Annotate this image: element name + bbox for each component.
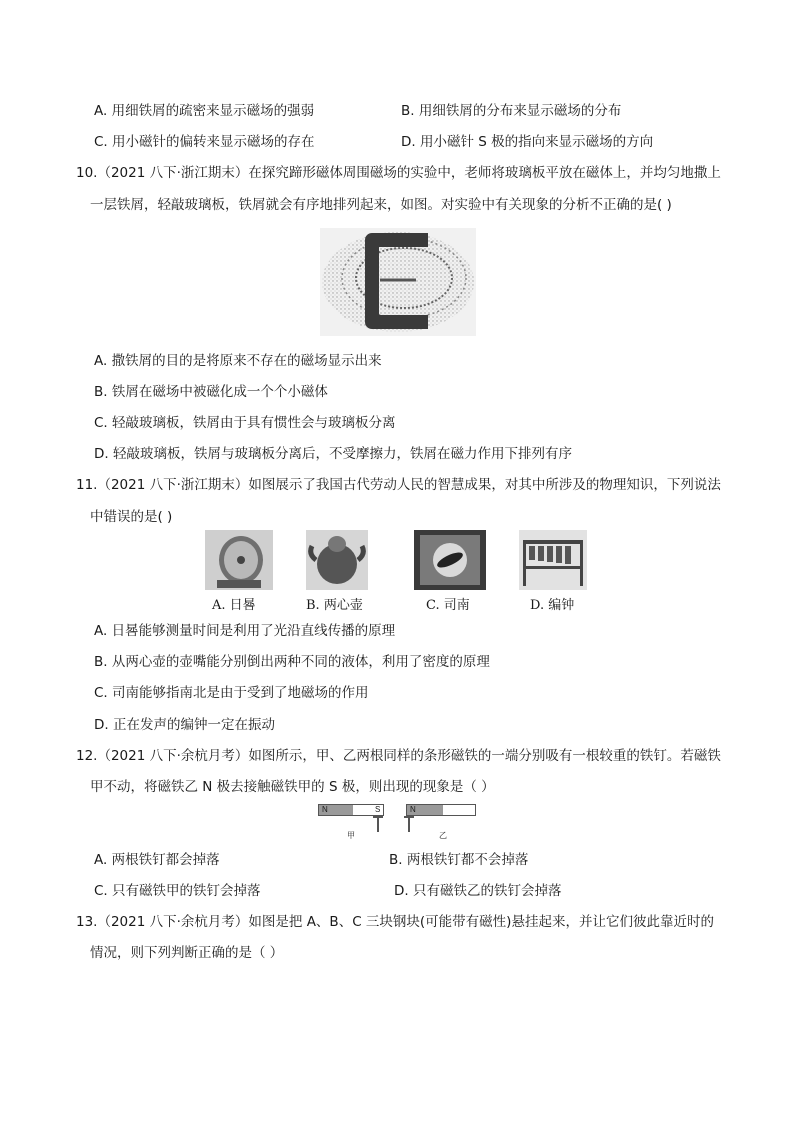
q10-option-d: D. 轻敲玻璃板，铁屑与玻璃板分离后，不受摩擦力，铁屑在磁力作用下排列有序 [94,446,572,462]
q10-option-c: C. 轻敲玻璃板，铁屑由于具有惯性会与玻璃板分离 [94,415,396,431]
nail-yi [408,816,410,832]
q12-stem-line1: 12.（2021 八下·余杭月考）如图所示，甲、乙两根同样的条形磁铁的一端分别吸有一根较重的铁钉。若磁铁 [76,748,721,764]
q11-stem-line1: 11.（2021 八下·浙江期末）如图展示了我国古代劳动人民的智慧成果，对其中所涉及的物理知识，下列说法 [76,477,721,493]
q11-option-a: A. 日晷能够测量时间是利用了光沿直线传播的原理 [94,623,396,639]
q12-option-a: A. 两根铁钉都会掉落 [94,852,220,868]
nail-yi-head [404,816,414,818]
q11-option-c: C. 司南能够指南北是由于受到了地磁场的作用 [94,685,369,701]
sundial-image [205,530,273,590]
caption-sundial: A. 日晷 [212,598,256,613]
q9-option-c: C. 用小磁针的偏转来显示磁场的存在 [94,134,315,150]
q11-option-b: B. 从两心壶的壶嘴能分别倒出两种不同的液体，利用了密度的原理 [94,654,490,670]
sinan-compass-image [414,530,486,590]
nail-jia-head [373,816,383,818]
q13-stem-line2: 情况，则下列判断正确的是（ ） [90,945,284,961]
q10-option-b: B. 铁屑在磁场中被磁化成一个个小磁体 [94,384,328,400]
caption-chime-bells: D. 编钟 [530,598,575,613]
q9-option-b: B. 用细铁屑的分布来显示磁场的分布 [401,103,622,119]
bar-magnet-yi [406,804,476,816]
q13-stem-line1: 13.（2021 八下·余杭月考）如图是把 A、B、C 三块钢块(可能带有磁性)悬挂起来，并让它们彼此靠近时的 [76,914,714,930]
two-heart-pot-image [306,530,368,590]
q10-stem-line2: 一层铁屑，轻敲玻璃板，铁屑就会有序地排列起来，如图。对实验中有关现象的分析不正确的是( ) [90,197,672,213]
horseshoe-magnet-iron-filings-figure [320,228,476,336]
caption-sinan: C. 司南 [426,598,470,613]
q12-stem-line2: 甲不动，将磁铁乙 N 极去接触磁铁甲的 S 极，则出现的现象是（ ） [90,779,495,795]
q9-option-d: D. 用小磁针 S 极的指向来显示磁场的方向 [401,134,654,150]
magnet-jia-s-pole: S [375,805,381,814]
q10-stem-line1: 10.（2021 八下·浙江期末）在探究蹄形磁体周围磁场的实验中，老师将玻璃板平放在磁体上，并均匀地撒上 [76,165,721,181]
caption-two-heart-pot: B. 两心壶 [306,598,363,613]
q11-option-d: D. 正在发声的编钟一定在振动 [94,717,275,733]
magnet-yi-n-pole: N [410,805,416,814]
q10-option-a: A. 撒铁屑的目的是将原来不存在的磁场显示出来 [94,353,382,369]
magnet-yi-label: 乙 [439,831,447,840]
nail-jia [377,816,379,832]
chime-bells-image [519,530,587,590]
q12-option-d: D. 只有磁铁乙的铁钉会掉落 [394,883,562,899]
q11-stem-line2: 中错误的是( ) [90,509,173,525]
q12-option-b: B. 两根铁钉都不会掉落 [389,852,529,868]
magnet-jia-label: 甲 [347,831,355,840]
magnet-jia-n-pole: N [322,805,328,814]
q9-option-a: A. 用细铁屑的疏密来显示磁场的强弱 [94,103,315,119]
q12-option-c: C. 只有磁铁甲的铁钉会掉落 [94,883,261,899]
bar-magnet-jia [318,804,384,816]
